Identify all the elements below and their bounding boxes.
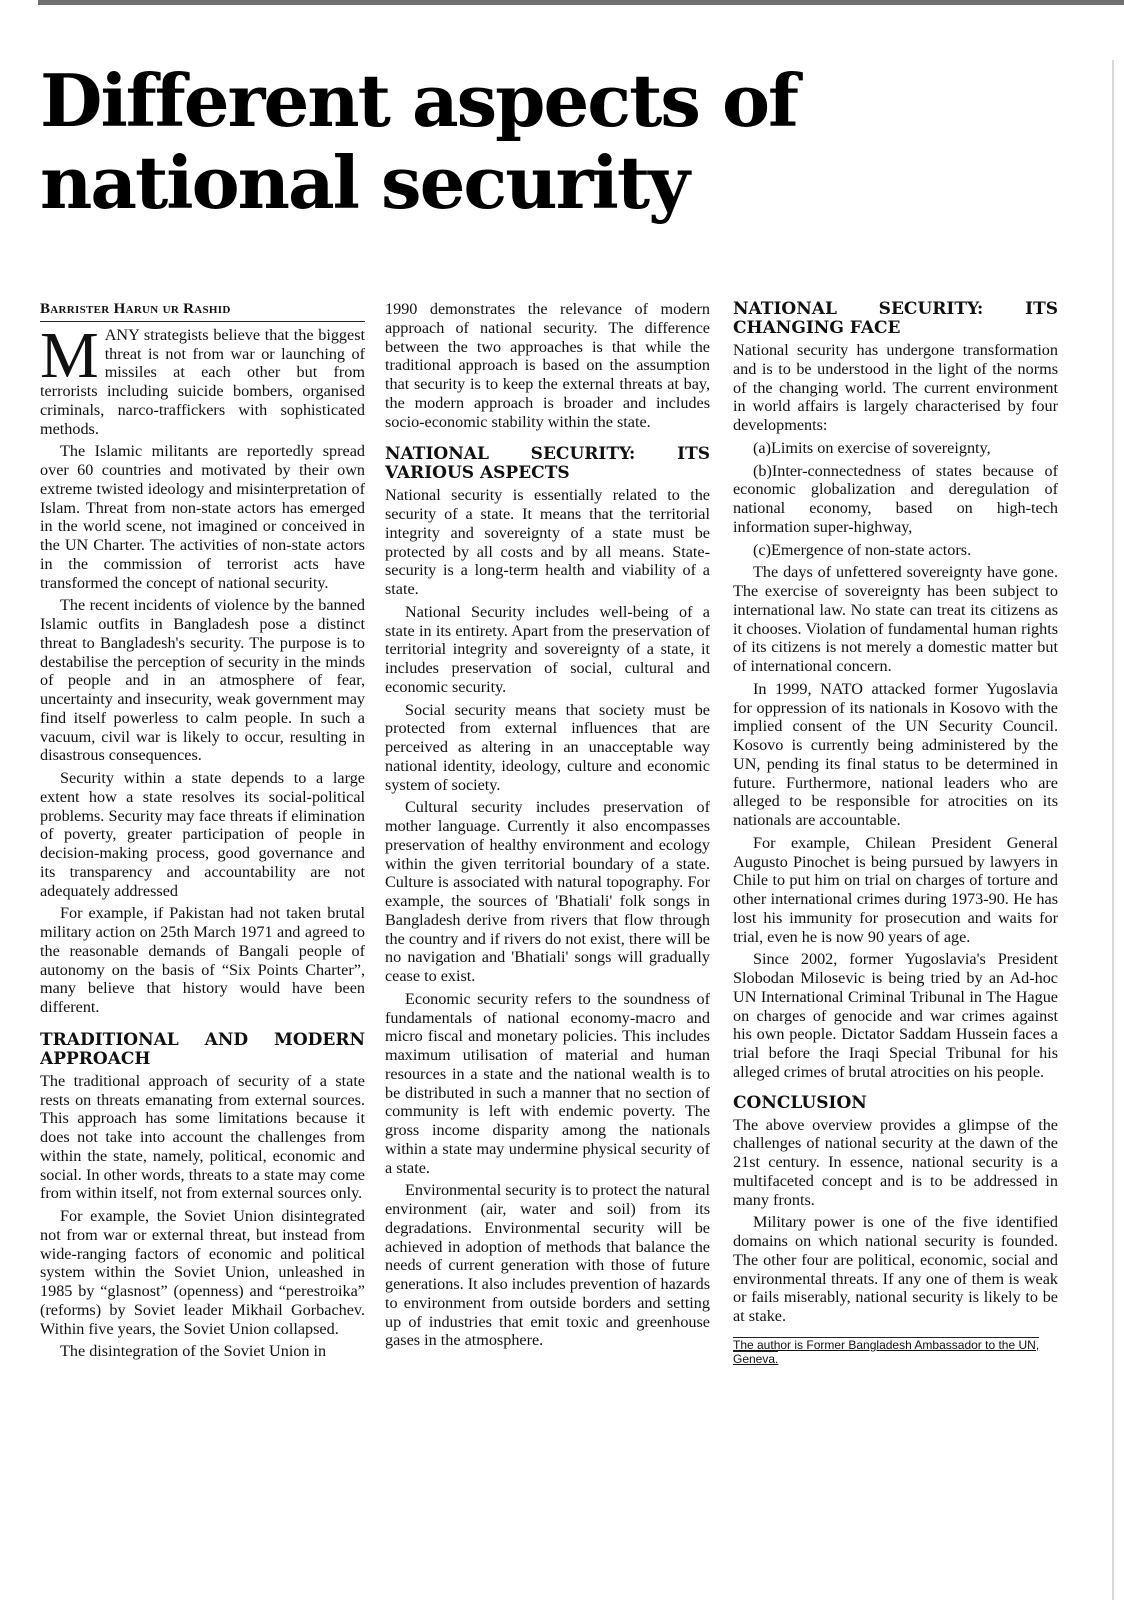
paragraph: Environmental security is to protect the natural environment (air, water and soil) from its degradations. Environmental security will be achieved in adoption of methods that balance the needs of current generation with those of future generations. It also includes prevention of hazards to environment from outside borders and setting up of industries that emit toxic and greenhouse gases in the atmosphere. — [385, 1181, 710, 1350]
top-rule — [38, 0, 1124, 5]
paragraph: For example, if Pakistan had not taken brutal military action on 25th March 1971 and agreed to the reasonable demands of Bangali people of autonomy on the basis of “Six Points Charter”, many believe that history would have been different. — [40, 904, 365, 1016]
paragraph: National security is essentially related to the security of a state. It means that the territorial integrity and sovereignty of a state must be protected by all costs and by all means. State-security is a long-term health and viability of a state. — [385, 486, 710, 598]
paragraph: Military power is one of the five identified domains on which national security is founded. The other four are political, economic, social and environmental threats. If any one of them is weak or fails miserably, national security is likely to be at stake. — [733, 1213, 1058, 1325]
paragraph: For example, the Soviet Union disintegrated not from war or external threat, but instead from wide-ranging factors of economic and political system within the Soviet Union, unleashed in 1985 by “glasnost” (openness) and “perestroika” (reforms) by Soviet leader Mikhail Gorbachev. Within five years, the Soviet Union collapsed. — [40, 1207, 365, 1338]
paragraph: Social security means that society must be protected from external influences that are perceived as altering in an unacceptable way national identity, ideology, culture and economic system of society. — [385, 700, 710, 794]
paragraph: For example, Chilean President General Augusto Pinochet is being pursued by lawyers in Chile to put him on trial on charges of torture and other international crimes during 1973-90. He has lost his immunity for prosecution and waits for trial, even he is now 90 years of age. — [733, 833, 1058, 946]
headline-line-2: national security — [40, 140, 688, 225]
page-edge-rule — [1112, 60, 1114, 1600]
subheading-conclusion: CONCLUSION — [733, 1092, 867, 1113]
article-column-2 — [385, 300, 710, 1595]
lead-text: ANY strategists believe that the biggest threat is not from war or launching of missiles at each other but from terrorists including suicide bombers, organised criminals, narco-traffickers with sophisticated methods. — [40, 325, 365, 438]
paragraph: Economic security refers to the soundness of fundamentals of national economy-macro and micro fiscal and monetary policies. This includes maximum utilisation of material and human resources in a state and the national wealth is to be distributed in such a manner that no section of community is left with endemic poverty. The gross income disparity among the nationals within a state may undermine physical security of a state. — [385, 989, 710, 1177]
drop-cap: M — [40, 318, 99, 392]
paragraph: The recent incidents of violence by the banned Islamic outfits in Bangladesh pose a distinct threat to Bangladesh's security. The purpose is to destabilise the perception of security in the minds of people and in an atmosphere of fear, uncertainty and insecurity, weak government may find itself powerless to calm people. In such a vacuum, civil war is likely to occur, resulting in disastrous consequences. — [40, 596, 365, 765]
paragraph: Since 2002, former Yugoslavia's President Slobodan Milosevic is being tried by an Ad-hoc UN International Criminal Tribunal in The Hague on charges of genocide and war crimes against his own people. Dictator Saddam Hussein faces a trial before the Iraqi Special Tribunal for his alleged crimes of brutal atrocities on his people. — [733, 950, 1058, 1081]
author-note-text: The author is Former Bangladesh Ambassador to the UN, Geneva. — [733, 1337, 1040, 1366]
paragraph: The Islamic militants are reportedly spread over 60 countries and motivated by their own extreme twisted ideology and misinterpretation of Islam. Threat from non-state actors has emerged in the world scene, not imagined or conceived in the UN Charter. The activities of non-state actors in the commission of terrorist acts have transformed the concept of national security. — [40, 442, 365, 592]
list-item: (b)Inter-connectedness of states because of economic globalization and deregulation of national economy, based on high-tech information super-highway, — [733, 461, 1058, 536]
paragraph: The days of unfettered sovereignty have gone. The exercise of sovereignty has been subject to international law. No state can treat its citizens as it chooses. Violation of fundamental human rights of its citizens is not merely a domestic matter but of international concern. — [733, 563, 1058, 675]
headline — [40, 60, 1090, 224]
list-item: (a)Limits on exercise of sovereignty, — [753, 438, 991, 457]
paragraph: National Security includes well-being of a state in its entirety. Apart from the preservation of territorial integrity and sovereignty of a state, it includes preservation of social, cultural and economic security. — [385, 602, 710, 696]
paragraph: Cultural security includes preservation of mother language. Currently it also encompasses preservation of healthy environment and ecology within the given territorial boundary of a state. Culture is associated with natural topography. For example, the sources of 'Bhatiali' folk songs in Bangladesh derive from rivers that flow through the country and if rivers do not exist, there will be no navigation and 'Bhatiali' songs will gradually cease to exist. — [385, 798, 710, 985]
author-note — [733, 1338, 1058, 1366]
article-column-3 — [733, 300, 1058, 1595]
paragraph: The above overview provides a glimpse of the challenges of national security at the dawn of the 21st century. In essence, national security is a multifaceted concept and is to be addressed in many fronts. — [733, 1115, 1058, 1209]
paragraph: The disintegration of the Soviet Union in — [60, 1342, 327, 1361]
paragraph: National security has undergone transformation and is to be understood in the light of the norms of the changing world. The current environment in world affairs is largely characterised by four developments: — [733, 341, 1058, 434]
list-item: (c)Emergence of non-state actors. — [753, 540, 972, 559]
subheading-various-aspects: NATIONAL SECURITY: ITS VARIOUS ASPECTS — [385, 444, 710, 484]
article-column-1 — [40, 300, 365, 1595]
byline-text: Barrister Harun ur Rashid — [40, 301, 231, 317]
subheading-traditional-modern: TRADITIONAL AND MODERN APPROACH — [40, 1029, 365, 1069]
byline — [40, 300, 365, 322]
paragraph: 1990 demonstrates the relevance of modern approach of national security. The difference between the two approaches is that while the traditional approach is based on the assumption that security is to keep the external threats at bay, the modern approach is broader and includes socio-economic stability within the state. — [385, 300, 710, 431]
headline-line-1: Different aspects of — [40, 58, 797, 143]
paragraph: Security within a state depends to a large extent how a state resolves its social-political problems. Security may face threats if elimination of poverty, greater participation of people in decision-making process, good governance and its transparency and accountability are not adequately addressed — [40, 769, 365, 900]
paragraph: In 1999, NATO attacked former Yugoslavia for oppression of its nationals in Kosovo with the implied consent of the UN Security Council. Kosovo is currently being administered by the UN, pending its final status to be determined in future. Furthermore, national leaders who are alleged to be responsible for atrocities on its nationals are accountable. — [733, 679, 1058, 829]
subheading-changing-face: NATIONAL SECURITY: ITS CHANGING FACE — [733, 300, 1058, 338]
paragraph: The traditional approach of security of a state rests on threats emanating from external sources. This approach has some limitations because it does not take into account the challenges from within the state, namely, political, economic and social. In other words, threats to a state may come from within itself, not from external sources only. — [40, 1071, 365, 1203]
lead-paragraph — [40, 318, 365, 439]
